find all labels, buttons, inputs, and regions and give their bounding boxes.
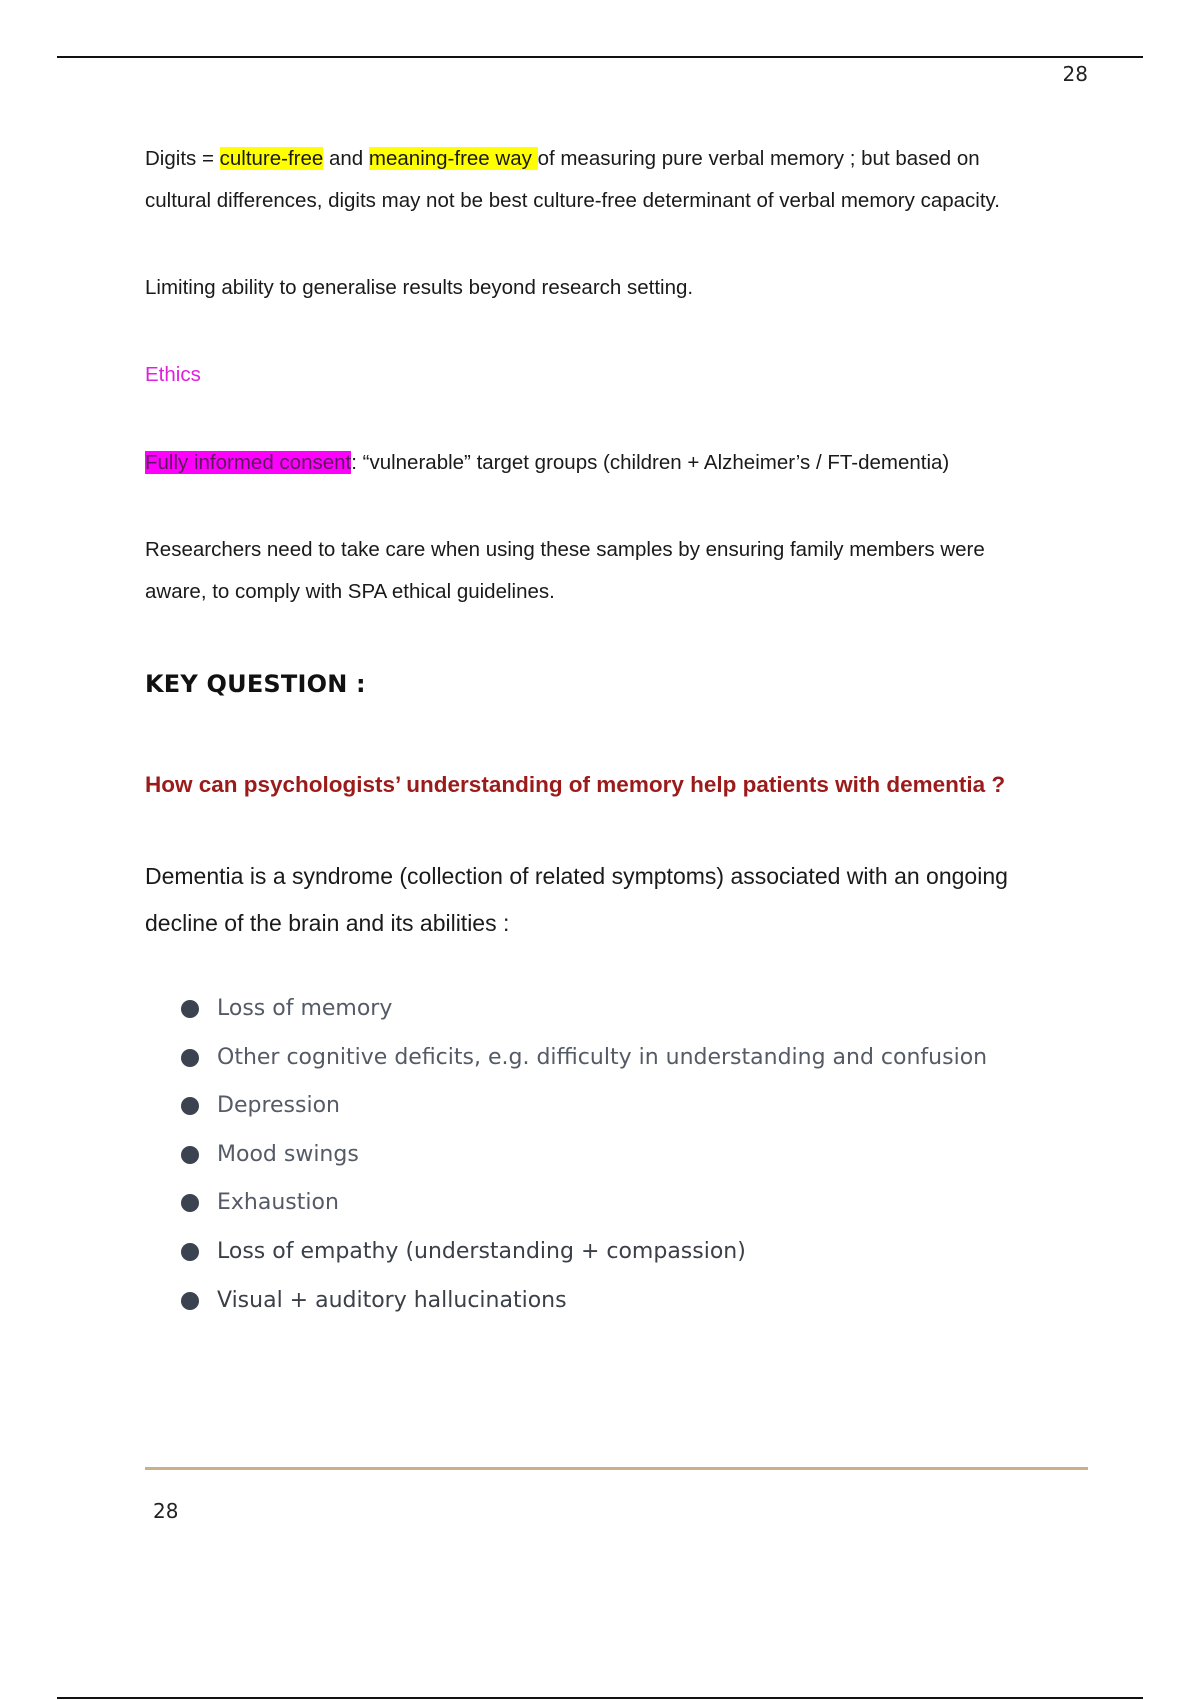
researchers-paragraph	[145, 529, 1090, 613]
top-rule	[57, 56, 1143, 58]
digits-text-2: and	[323, 147, 369, 170]
digits-line-2: cultural differences, digits may not be best culture-free determinant of verbal memory capacity.	[145, 189, 1000, 212]
researchers-line-1: Researchers need to take care when using these samples by ensuring family members were	[145, 538, 985, 561]
symptom-label: Loss of empathy (understanding + compassion)	[217, 1238, 746, 1264]
footer-rule	[145, 1467, 1088, 1470]
dementia-line-2: decline of the brain and its abilities :	[145, 910, 510, 936]
key-question-text: How can psychologists’ understanding of memory help patients with dementia ?	[145, 772, 1006, 797]
list-item	[181, 1089, 987, 1138]
bullet-icon	[181, 1146, 199, 1164]
symptom-list	[181, 992, 987, 1332]
bullet-icon	[181, 1000, 199, 1018]
digits-text-1: Digits =	[145, 147, 220, 170]
consent-text: : “vulnerable” target groups (children + Alzheimer’s / FT-dementia)	[351, 451, 950, 474]
bullet-icon	[181, 1049, 199, 1067]
symptom-label: Exhaustion	[217, 1190, 339, 1216]
ethics-heading: Ethics	[145, 363, 201, 386]
key-question-heading: KEY QUESTION :	[145, 670, 366, 698]
page-number-top: 28	[1062, 62, 1088, 86]
researchers-line-2: aware, to comply with SPA ethical guidelines.	[145, 580, 555, 603]
dementia-paragraph	[145, 853, 1008, 947]
symptom-label: Depression	[217, 1093, 340, 1119]
digits-text-3: of measuring pure verbal memory ; but based on	[537, 147, 980, 170]
symptom-label: Visual + auditory hallucinations	[217, 1287, 567, 1313]
symptom-label: Loss of memory	[217, 996, 393, 1021]
consent-paragraph	[145, 442, 1090, 484]
bullet-icon	[181, 1292, 199, 1310]
highlight-culture-free: culture-free	[219, 147, 324, 170]
symptom-label: Other cognitive deficits, e.g. difficulty in understanding and confusion	[217, 1044, 988, 1070]
dementia-line-1: Dementia is a syndrome (collection of related symptoms) associated with an ongoing	[145, 863, 1008, 889]
bullet-icon	[181, 1194, 199, 1212]
list-item	[181, 1284, 987, 1333]
list-item	[181, 992, 987, 1041]
list-item	[181, 1041, 987, 1090]
limiting-paragraph: Limiting ability to generalise results beyond research setting.	[145, 276, 694, 299]
bullet-icon	[181, 1243, 199, 1261]
page-number-bottom: 28	[153, 1499, 179, 1523]
symptom-label: Mood swings	[217, 1141, 359, 1167]
list-item	[181, 1138, 987, 1187]
bottom-rule	[57, 1697, 1143, 1699]
highlight-informed-consent: Fully informed consent	[145, 451, 352, 474]
list-item	[181, 1186, 987, 1235]
digits-paragraph	[145, 138, 1090, 222]
highlight-meaning-free: meaning-free way	[368, 147, 538, 170]
bullet-icon	[181, 1097, 199, 1115]
list-item	[181, 1235, 987, 1284]
